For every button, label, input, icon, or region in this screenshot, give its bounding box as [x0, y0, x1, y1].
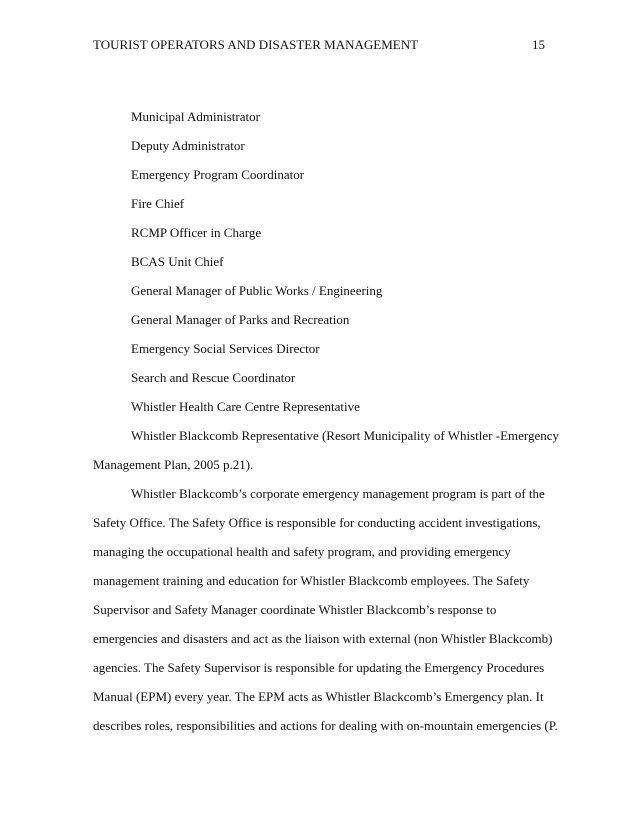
list-item: Municipal Administrator	[131, 109, 260, 124]
paragraph-line: management training and education for Whistler Blackcomb employees. The Safety	[93, 573, 530, 588]
page-number: 15	[532, 37, 545, 52]
list-item: General Manager of Public Works / Engineering	[131, 283, 383, 298]
last-role-line-1: Whistler Blackcomb Representative (Resort Municipality of Whistler -Emergency	[131, 428, 560, 443]
paragraph-line: managing the occupational health and safety program, and providing emergency	[93, 544, 511, 559]
running-header	[93, 36, 545, 54]
body-paragraph	[93, 483, 558, 744]
last-role-line-2: Management Plan, 2005 p.21).	[93, 457, 254, 472]
paragraph-line: Supervisor and Safety Manager coordinate Whistler Blackcomb’s response to	[93, 602, 497, 617]
list-item: BCAS Unit Chief	[131, 254, 224, 269]
list-item: RCMP Officer in Charge	[131, 225, 262, 240]
last-role-entry	[93, 425, 560, 483]
role-list	[131, 106, 571, 425]
paragraph-line: describes roles, responsibilities and actions for dealing with on-mountain emergencies (P.	[93, 718, 558, 733]
paragraph-line: Whistler Blackcomb’s corporate emergency management program is part of the	[131, 486, 545, 501]
paragraph-line: agencies. The Safety Supervisor is responsible for updating the Emergency Procedures	[93, 660, 545, 675]
paragraph-line: emergencies and disasters and act as the liaison with external (non Whistler Blackcomb)	[93, 631, 553, 646]
list-item: General Manager of Parks and Recreation	[131, 312, 350, 327]
list-item: Search and Rescue Coordinator	[131, 370, 296, 385]
paragraph-line: Safety Office. The Safety Office is responsible for conducting accident investigations,	[93, 515, 541, 530]
running-head-title: TOURIST OPERATORS AND DISASTER MANAGEMENT	[93, 37, 419, 52]
list-item: Whistler Health Care Centre Representative	[131, 399, 360, 414]
list-item: Fire Chief	[131, 196, 185, 211]
paragraph-line: Manual (EPM) every year. The EPM acts as Whistler Blackcomb’s Emergency plan. It	[93, 689, 544, 704]
list-item: Emergency Social Services Director	[131, 341, 320, 356]
list-item: Emergency Program Coordinator	[131, 167, 305, 182]
list-item: Deputy Administrator	[131, 138, 245, 153]
